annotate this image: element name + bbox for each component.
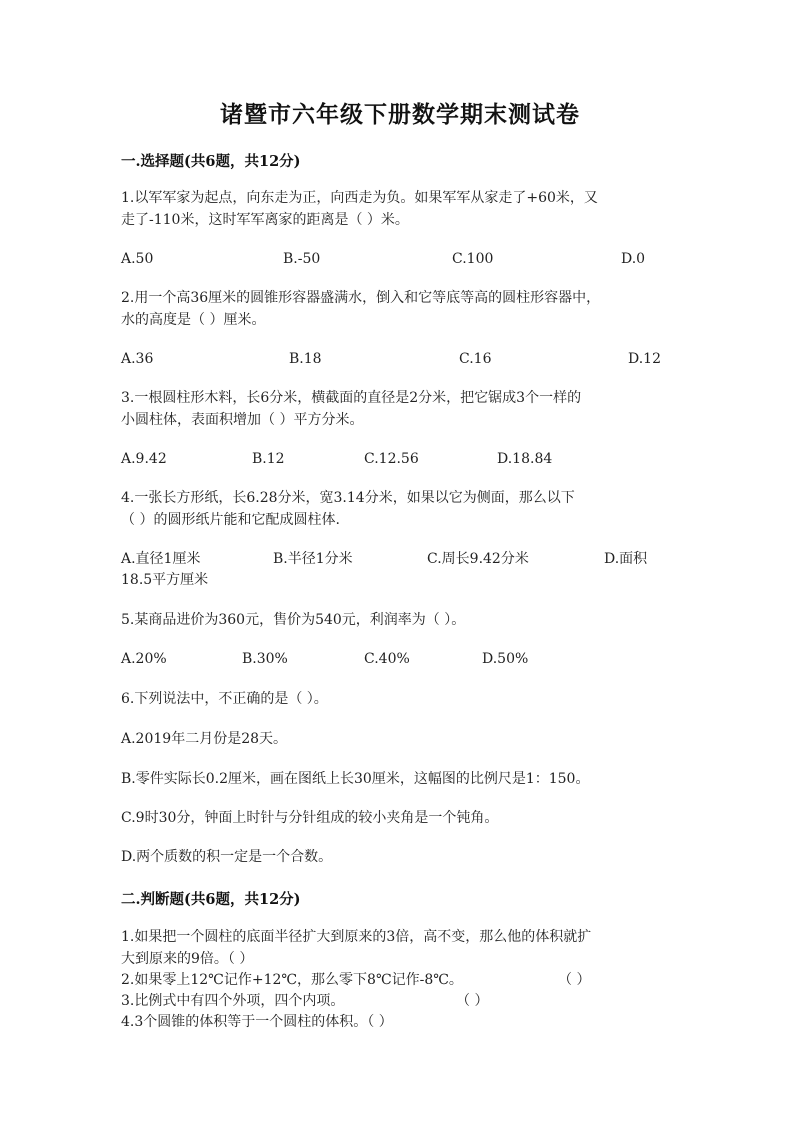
question-4-option-a: A.直径1厘米 xyxy=(121,551,201,567)
judge-question-3-blank: （ ） xyxy=(456,993,489,1009)
question-4-option-d: D.面积 xyxy=(604,551,648,567)
question-6-option-b: B.零件实际长0.2厘米，画在图纸上长30厘米，这幅图的比例尺是1：150。 xyxy=(121,771,590,787)
judge-question-2: 2.如果零上12℃记作+12℃，那么零下8℃记作-8℃。 xyxy=(121,972,463,988)
question-1-option-c: C.100 xyxy=(452,251,494,267)
question-1-option-b: B.-50 xyxy=(283,251,321,267)
question-3-option-a: A.9.42 xyxy=(121,451,167,467)
question-4-option-c: C.周长9.42分米 xyxy=(427,551,529,567)
exam-title: 诸暨市六年级下册数学期末测试卷 xyxy=(220,101,580,128)
question-3-line-1: 3.一根圆柱形木料，长6分米，横截面的直径是2分米，把它锯成3个一样的 xyxy=(121,390,582,406)
question-1-option-d: D.0 xyxy=(621,251,646,267)
question-1-line-2: 走了-110米，这时军军离家的距离是（ ）米。 xyxy=(121,212,409,228)
question-2-option-d: D.12 xyxy=(628,351,661,367)
question-3-option-b: B.12 xyxy=(252,451,285,467)
question-4-option-b: B.半径1分米 xyxy=(273,551,353,567)
judge-question-3: 3.比例式中有四个外项，四个内项。 xyxy=(121,993,345,1009)
judge-question-1-line-2: 大到原来的9倍。（ ） xyxy=(121,951,254,967)
question-4-line-1: 4.一张长方形纸，长6.28分米，宽3.14分米，如果以它为侧面，那么以下 xyxy=(121,490,575,506)
judge-question-1-line-1: 1.如果把一个圆柱的底面半径扩大到原来的3倍，高不变，那么他的体积就扩 xyxy=(121,929,592,945)
question-6-line-1: 6.下列说法中，不正确的是（ ）。 xyxy=(121,691,328,707)
question-4-option-d-continued: 18.5平方厘米 xyxy=(121,572,209,588)
question-3-option-c: C.12.56 xyxy=(364,451,419,467)
question-2-option-a: A.36 xyxy=(121,351,154,367)
question-5-option-c: C.40% xyxy=(364,651,410,667)
question-6-option-a: A.2019年二月份是28天。 xyxy=(121,731,288,747)
question-1-option-a: A.50 xyxy=(121,251,154,267)
question-2-option-b: B.18 xyxy=(289,351,322,367)
question-1-line-1: 1.以军军家为起点，向东走为正，向西走为负。如果军军从家走了+60米，又 xyxy=(121,190,598,206)
question-2-line-1: 2.用一个高36厘米的圆锥形容器盛满水，倒入和它等底等高的圆柱形容器中， xyxy=(121,290,601,306)
question-5-option-d: D.50% xyxy=(482,651,529,667)
question-2-line-2: 水的高度是（ ）厘米。 xyxy=(121,312,266,328)
question-3-option-d: D.18.84 xyxy=(497,451,553,467)
judge-question-2-blank: （ ） xyxy=(558,972,591,988)
question-4-line-2: （ ）的圆形纸片能和它配成圆柱体. xyxy=(121,512,340,528)
question-6-option-d: D.两个质数的积一定是一个合数。 xyxy=(121,849,333,865)
question-5-option-a: A.20% xyxy=(121,651,167,667)
section-heading-true-false: 二.判断题(共6题，共12分) xyxy=(121,891,301,908)
question-5-line-1: 5.某商品进价为360元，售价为540元，利润率为（ ）。 xyxy=(121,612,466,628)
section-heading-choice: 一.选择题(共6题，共12分) xyxy=(121,153,301,170)
judge-question-4: 4.3个圆锥的体积等于一个圆柱的体积。（ ） xyxy=(121,1014,393,1030)
question-5-option-b: B.30% xyxy=(242,651,288,667)
question-6-option-c: C.9时30分，钟面上时针与分针组成的较小夹角是一个钝角。 xyxy=(121,810,499,826)
question-2-option-c: C.16 xyxy=(459,351,492,367)
question-3-line-2: 小圆柱体，表面积增加（ ）平方分米。 xyxy=(121,412,364,428)
